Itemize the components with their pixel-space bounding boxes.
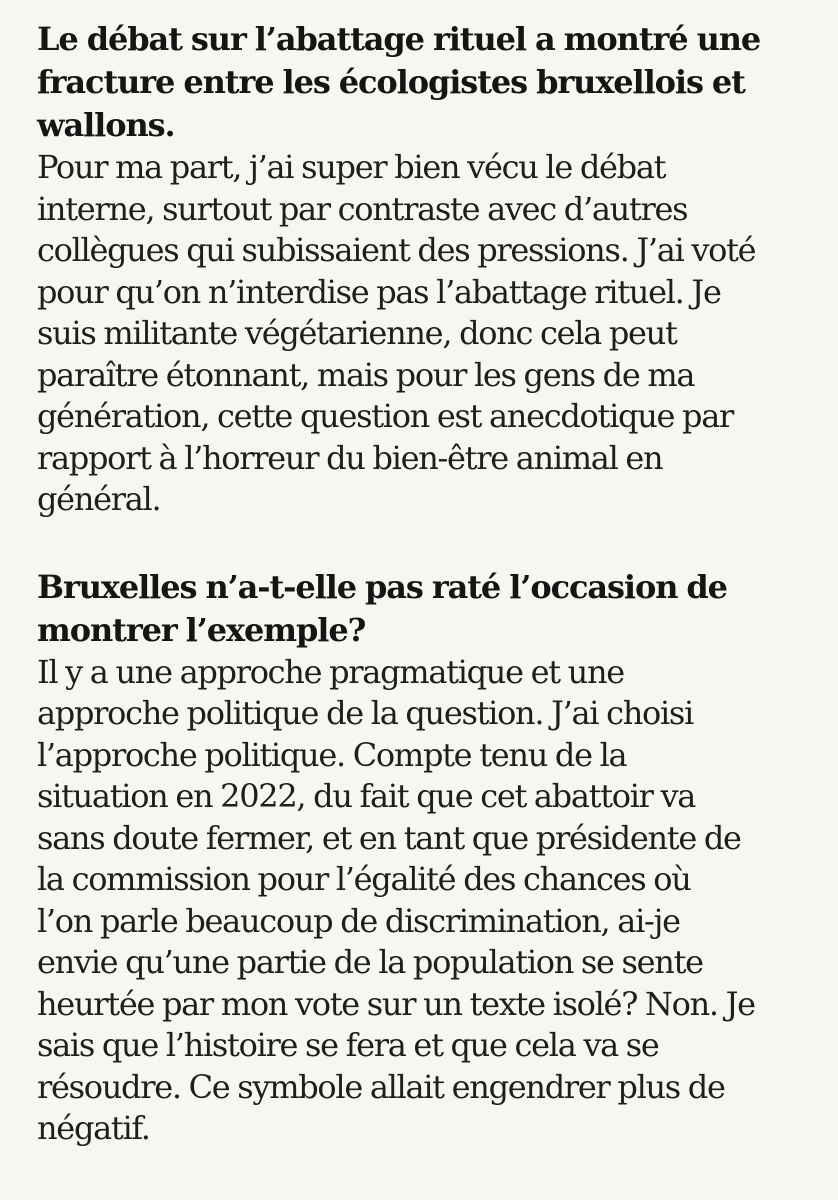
interview-question-1 (37, 18, 818, 147)
answer-line: sans doute fermer, et en tant que présidente de (37, 818, 741, 857)
answer-line: Il y a une approche pragmatique et une (37, 652, 624, 691)
answer-line: situation en 2022, du fait que cet abattoir va (37, 777, 696, 815)
answer-line: Pour ma part, j’ai super bien vécu le débat (37, 148, 666, 186)
answer-line: général. (37, 480, 161, 518)
answer-line: approche politique de la question. J’ai choisi (37, 694, 693, 732)
answer-line: l’approche politique. Compte tenu de la (37, 735, 627, 774)
answer-line: génération, cette question est anecdotique par (37, 397, 733, 435)
interview-section-2 (37, 566, 818, 1150)
answer-line: pour qu’on n’interdise pas l’abattage rituel. Je (37, 272, 721, 311)
answer-line: interne, surtout par contraste avec d’autres (37, 189, 688, 228)
question-line: Bruxelles n’a-t-elle pas raté l’occasion de (37, 567, 727, 606)
answer-line: heurtée par mon vote sur un texte isolé? Non. Je (37, 984, 755, 1023)
question-line: Le débat sur l’abattage rituel a montré une (37, 20, 761, 58)
answer-line: collègues qui subissaient des pressions. J’ai voté (37, 231, 756, 269)
question-line: wallons. (37, 106, 175, 144)
question-line: fracture entre les écologistes bruxellois et (37, 63, 745, 101)
interview-answer-2 (37, 652, 818, 1150)
answer-line: suis militante végétarienne, donc cela peut (37, 314, 677, 352)
answer-line: envie qu’une partie de la population se sente (37, 943, 703, 981)
answer-line: sais que l’histoire se fera et que cela va se (37, 1026, 659, 1064)
answer-line: la commission pour l’égalité des chances où (37, 860, 691, 898)
answer-line: rapport à l’horreur du bien-être animal en (37, 438, 663, 477)
interview-answer-1 (37, 147, 818, 521)
answer-line: paraître étonnant, mais pour les gens de ma (37, 355, 695, 394)
interview-section-1 (37, 18, 818, 521)
question-line: montrer l’exemple? (37, 610, 366, 649)
answer-line: résoudre. Ce symbole allait engendrer plus de (37, 1067, 725, 1106)
interview-question-2 (37, 566, 818, 652)
answer-line: négatif. (37, 1109, 150, 1147)
answer-line: l’on parle beaucoup de discrimination, ai-je (37, 901, 680, 940)
